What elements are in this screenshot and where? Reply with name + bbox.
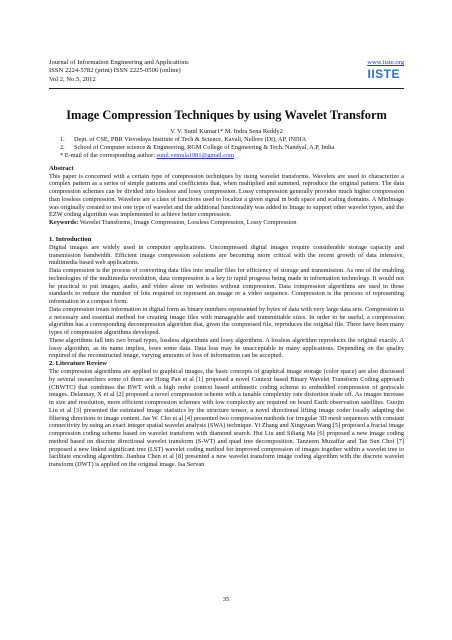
journal-issn: ISSN 2224-5782 (print) ISSN 2225-0506 (online) (49, 67, 181, 75)
keywords: Keywords: Wavelet Transforms, Image Compression, Lossless Compression, Lossy Compression (49, 219, 297, 226)
literature-paragraph: The compression algorithms are applied to graphical images, the basic concepts of graphical image storage (color space) are also discussed by several researchers some of them are Hong Pan et al [1] proposed a novel Context based Binary Wavelet Transform Coding approach (CBWTC) that combines the BWT with a high order context based arithmetic coding scheme to embedded compression of grayscale images. Delaunay, X et al [2] proposed a novel compression scheme with a tunable complexity rate distortion trade off. As images increase in size and resolution, more efficient compression schemes with low complexity are required on board Earth observation satellites. Guojin Liu et al [3] presented the estimated image statistics by the structure tensor, a novel directional lifting image coder locally adapting the filtering directions to image content. Jae W. Cho et al [4] presented two compression methods for irregular 3D mesh sequences with constant connectivity by using an exact integer spatial wavelet analysis (SWA) technique. Yi Zhang and Xingyuan Wang [5] proposed a fractal image compression coding scheme based on wavelet transform with diamond search. Hui Liu and Siliang Ma [6] proposed a new image coding method based on discrete directional wavelet transform (S-WT) and quad tree decomposition. Tanzeem Muzaffar and Tae Sun Choi [7] proposed a new linked significant tree (LST) wavelet coding method for improved compression of images together within a wavelet tree to facilitate encoding algorithm. Jianhua Chen et al [8] presented a new wavelet transform image coding algorithm with the discrete wavelet transform (DWT) is applied on the original image. Isa Servan (49, 368, 404, 468)
author-line: V. V. Sunil Kumar1* M. Indra Sena Reddy2 (170, 127, 283, 135)
journal-name: Journal of Information Engineering and Applications (49, 59, 189, 66)
intro-paragraph: These algorithms fall into two broad types, lossless algorithms and lossy algorithms. A lossless algorithm reproduces the original exactly. A lossy algorithm, as its name implies, loses some data. Data loss may be unacceptable in many applications. Depending on the quality required of the reconstructed image, varying amounts of loss of information can be accepted. (49, 336, 404, 360)
abstract-text: This paper is concerned with a certain type of compression techniques by using wavelet transforms. Wavelets are used to characterize a complex pattern as a series of simple patterns and coefficients that, when multiplied and summed, reproduce the original pattern. The data compression schemes can be divided into lossless and lossy compression. Lossy compression generally provides much higher compression than lossless compression. Wavelets are a class of functions used to localize a given signal in both space and scaling domains. A MinImage was originally created to test one type of wavelet and the additional functionality was added to Image to support other wavelet types, and the EZW coding algorithm was implemented to achieve better compression. (49, 172, 404, 219)
intro-paragraph: Data compression is the process of converting data files into smaller files for efficiency of storage and transmission. As one of the enabling technologies of the multimedia revolution, data compression is a key to rapid progress being made in information technology. It would not be practical to put images, audio, and video alone on websites without compression. Data compression algorithms are used in those standards to reduce the number of bits required to represent an image or a video sequence. Compression is the process of representing information in a compact form. (49, 267, 404, 305)
journal-header (49, 59, 404, 84)
journal-volume: Vol 2, No.5, 2012 (49, 75, 96, 83)
introduction-heading: 1. Introduction (49, 235, 92, 243)
email-link[interactable]: sunil.vemula1981@gmail.com (156, 152, 235, 160)
intro-paragraph: Digital images are widely used in computer applications. Uncompressed digital images require considerable storage capacity and transmission bandwidth. Efficient image compression solutions are becoming more critical with the recent growth of data intensive, multimedia based web applications. (49, 243, 404, 267)
paper-title: Image Compression Techniques by using Wavelet Transform (66, 107, 387, 122)
page-number: 35 (222, 596, 230, 603)
journal-info (49, 59, 404, 84)
affiliation-1: 1. Dept. of CSE, PBR Visvodaya Institute of Tech & Science, Kavali, Nellore (Dt), AP, INDIA (60, 135, 307, 143)
affiliation-2: 2. School of Computer science & Engineering, RGM College of Engineering & Tech. Nandyal, A.P, India (60, 144, 335, 152)
affiliations (49, 136, 404, 161)
intro-paragraph: Data compression treats information in digital form as binary numbers represented by bytes of data with very large data sets. Compression is a necessary and essential method for creating image files with manageable and transmittable sizes. In order to be useful, a compression algorithm has a corresponding decompression algorithm that, given the compressed file, reproduces the original file. There have been many types of compression algorithms developed. (49, 305, 404, 336)
abstract-heading: Abstract (49, 164, 74, 172)
corresponding-email: * E-mail of the corresponding author: sunil.vemula1981@gmail.com (60, 152, 235, 160)
header-rule (49, 88, 404, 89)
literature-heading: 2. Literature Review (49, 360, 107, 367)
journal-website-link[interactable]: www.iiste.org (367, 59, 404, 66)
iiste-logo: IISTE (367, 67, 400, 81)
